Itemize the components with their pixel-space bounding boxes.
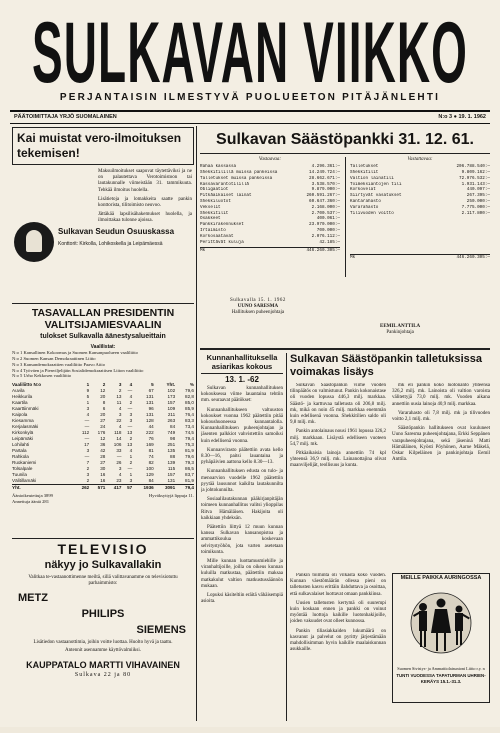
sheet-label: Pitkäaikaiset lainat (200, 193, 252, 199)
table-cell: 2 (86, 478, 90, 484)
table-cell: 4 (118, 472, 122, 478)
table-cell: 3 (118, 412, 122, 418)
sheet-value: 72.976.532:— (459, 175, 490, 181)
shop-name: KAUPPATALO MARTTI VIHAVAINEN (26, 659, 180, 670)
tax-ad-paragraph: Jättäkää lapsilisähakemukset huolella, ja ilmoittakaa tulonne ajoissa. (98, 212, 192, 224)
masthead-title: SULKAVAN VIIKKO (32, 16, 469, 94)
table-cell: 131 (146, 400, 154, 406)
table-cell: 27 (100, 418, 106, 424)
masthead-logo (30, 16, 470, 94)
table-header-cell: 4 (129, 382, 133, 388)
sheet-value: 4.296.361:— (311, 164, 340, 170)
table-cell: Ruokaniemi (12, 460, 37, 466)
table-cell: 79,4 (185, 436, 194, 442)
sheet-row (200, 176, 340, 182)
table-cell: 73,4 (185, 424, 194, 430)
council-article (201, 353, 283, 721)
table-cell: Kirkonkylä (12, 430, 34, 436)
sheet-value: 250.000:— (466, 198, 490, 204)
table-cell: Lohilahti (12, 442, 30, 448)
table-cell: 102 (167, 388, 176, 394)
table-cell: 1 (86, 400, 90, 406)
table-cell: 17 (84, 442, 90, 448)
table-cell: 20 (100, 394, 106, 400)
table-cell: 76,4 (185, 412, 194, 418)
table-cell: 2 (86, 466, 90, 472)
bank-name: Sulkavan Seudun Osuuskassa (58, 227, 175, 236)
table-cell: 74 (148, 454, 154, 460)
savings-article (290, 353, 490, 721)
tv-ad-text3: Antennit asennamme käyttövalmiiksi. (65, 647, 141, 653)
table-cell: 9 (86, 388, 90, 394)
candidate-entry: N:o 2 Suomen Kansan Demokraattinen Liitto (12, 356, 96, 361)
sheet-value: 700.000:— (316, 227, 340, 233)
tv-ad-text2: Lisätiedon vastaanottimia, joihin voitte luottaa. Huolto hyvä ja taattu. (33, 640, 173, 646)
table-cell: — (127, 388, 133, 394)
section-rule (12, 303, 194, 304)
table-cell: 2 (129, 460, 133, 466)
liabilities-total (350, 254, 490, 261)
sheet-label: Tilivuoden voitto (350, 210, 394, 216)
signature-chair-title: Hallituksen puheenjohtaja (231, 310, 285, 315)
table-cell: Auvila (12, 388, 25, 394)
sheet-value: 1.931.143:— (461, 181, 490, 187)
table-cell: 129 (146, 472, 154, 478)
sheet-label: Toimeksiantojen tili (350, 181, 402, 187)
candidate-entry: N:o 1 Kansallinen Kokoomus ja Suomen Kansanpuolueen vaaliliitto (12, 350, 138, 356)
table-cell: 8 (102, 400, 106, 406)
savings-paragraph: Säästöpankin hallitukseen ovat kuuluneet Uuno Saresma puheenjohtajana, Erkki Seppänen varapuheenjohtajana, sekä jäseninä Matti Hämäläinen, Kyösti Pöyhönen, Aarne Mäkelä, Oskar Kilpeläinen ja pankinjohtaja Eemil Anttila. (392, 426, 490, 463)
table-cell: — (84, 418, 90, 424)
table-cell: 84 (148, 478, 154, 484)
election-footer (12, 493, 194, 505)
footer-votes: Annettuja ääniä 281 (12, 499, 49, 505)
table-cell: 571 (97, 485, 106, 491)
sheet-label: Shekkitilillä muissa pankeissa (200, 170, 278, 175)
sheet-label: Shekkiluotot (200, 198, 231, 204)
table-cell: 4 (129, 448, 133, 454)
brand-metz: METZ (18, 592, 48, 605)
sheet-label: Pankkirakennukset (200, 222, 244, 228)
candidates-list (12, 350, 194, 379)
table-cell: 157 (167, 400, 176, 406)
section-rule (200, 348, 490, 350)
savings-paragraph: Sulkavan Säästöpankin viime vuoden tilinpäätös on valmistunut. Pankin kokonaistase oli vuoden lopussa 446,3 milj. markkaa. Säästö- ja karttuvaa talletusta oli 206,8 milj. mk, mikä on noin 45 milj. markkaa enemmän kuin edellisenä vuonna. Shekkitilien saldo oli 9,8 milj. mk. (290, 383, 386, 426)
candidate-entry: N:o 3 Kansandemokraattien vaaliliitto Paavo Aitio (12, 361, 106, 367)
table-cell: 28 (100, 454, 106, 460)
table-cell: 169 (146, 442, 154, 448)
council-paragraph: Kunnanhallitukseen valtuuston kokoukset vuonna 1962 päätettiin pitää kokoushuoneessa kunnantalolla. Kunnanhallituksen puheenjohtajan ja jäsenten palkkiot vahvistettiin samoiksi kuin edellisenä vuonna. (201, 407, 283, 444)
table-cell: 82,8 (185, 394, 194, 400)
table-cell: Kiesamma (12, 418, 34, 424)
table-cell: 81 (148, 448, 154, 454)
table-cell: 3 (129, 478, 133, 484)
table-cell: — (84, 424, 90, 430)
table-cell: Kerjalasmäki (12, 424, 39, 430)
table-cell: 131 (146, 394, 154, 400)
election-subtitle: tulokset Sulkavalla äänestysalueittain (40, 333, 166, 340)
table-cell: 33 (116, 448, 122, 454)
table-cell: 96 (148, 406, 154, 412)
sheet-label: Vararahasto (350, 204, 379, 210)
sheet-value: 14.249.724:— (309, 170, 340, 175)
table-cell: Yht. (12, 485, 21, 491)
issue-number: N:o 3 ● 19. 1. 1962 (438, 114, 486, 120)
election-results (12, 307, 194, 527)
table-cell: 3 (86, 472, 90, 478)
sheet-value: 2.700.537:— (311, 210, 340, 216)
table-total-row (12, 485, 194, 492)
savings-paragraph: Pitkäaikaisia lainoja annettiin 74 kpl yhteensä 36,9 milj. mk. Lainanottajina olivat maanviljelijät, teollisuus ja kunta. (290, 451, 386, 469)
sheet-label: Talletukset muissa pankeissa (200, 175, 273, 181)
table-cell: — (84, 454, 90, 460)
balance-title: Sulkavan Säästöpankki 31. 12. 61. (200, 127, 490, 154)
sheet-value: 3.538.570:— (311, 181, 340, 187)
council-body (201, 386, 283, 606)
sheet-value: 2.168.000:— (311, 204, 340, 210)
table-cell: 211 (167, 412, 176, 418)
sheet-divider (345, 157, 346, 277)
table-cell: 16 (100, 472, 106, 478)
masthead-subtitle: PERJANTAISIN ILMESTYVÄ PUOLUEETON PITÄJÄNLEHTI (59, 92, 441, 103)
sheet-value: 400.061:— (316, 216, 340, 222)
table-cell: 749 (167, 430, 176, 436)
sheet-label: Siirtyvät vasatukset (350, 193, 402, 199)
table-cell: 13 (127, 430, 133, 436)
savings-col-3 (290, 573, 386, 733)
savings-paragraph: Vararahasto oli 7,8 milj. mk ja tilivuoden voitto 2,1 milj. mk. (392, 410, 490, 423)
table-cell: 14 (116, 436, 122, 442)
council-paragraph: Kunnanvirasto päätettiin avata kello 8.30—16, paitsi lauantaina ja pyhäpäivien aattona kello 8.30—13. (201, 447, 283, 466)
masthead (0, 0, 500, 110)
table-cell: 263 (167, 418, 176, 424)
table-cell: 16 (100, 478, 106, 484)
table-cell: — (127, 424, 133, 430)
table-cell: 173 (167, 394, 176, 400)
sun-ad (392, 573, 490, 703)
council-date: 13. 1. -62 (225, 375, 259, 384)
table-cell: 3 (86, 406, 90, 412)
tv-ad-title: TELEVISIO (57, 541, 149, 557)
council-paragraph: Sulkavan kunnanhallituksen kokouksessa viime lauantaina tehtiin mm. seuraavat päätökset: (201, 386, 283, 404)
tax-ad-title: Kai muistat vero-ilmoituksen tekemisen! (12, 127, 194, 165)
table-cell: 109 (167, 406, 176, 412)
table-cell: 3091 (164, 485, 176, 491)
table-cell: 11 (116, 400, 122, 406)
table-header-cell: 1 (86, 382, 90, 388)
table-cell: 74,5 (185, 430, 194, 436)
savings-paragraph: Pankin toiminta oli vilkasta koko vuoden. Kunnan väestömäärän ollessa pieni on talletusten kasvu erittäin ilahduttava ja osoittaa, että sulkavalaiset luottavat omaan pankkiinsa. (290, 573, 386, 597)
candidate-entry: N:o 4 Työväen ja Pienviljelijäin Sosialidemokraattisen Liiton vaaliliitto (12, 367, 144, 373)
table-cell: 20 (100, 412, 106, 418)
sheet-label: Korkovelat (350, 187, 376, 193)
table-header-cell: 2 (102, 382, 106, 388)
table-cell: 1 (129, 472, 133, 478)
sun-ad-org: Suomen Sivistys- ja Ammattiolaisunioni Liitto r.y. n (397, 666, 485, 672)
editor-line: PÄÄTOIMITTAJA YRJÖ SUOMALAINEN (14, 114, 117, 120)
table-cell: 417 (113, 485, 122, 491)
table-cell: 42 (100, 448, 106, 454)
savings-title: Sulkavan Säästöpankin talletuksissa voimakas lisäys (290, 353, 482, 378)
table-cell: 82 (148, 460, 154, 466)
table-cell: 106 (113, 442, 122, 448)
section-rule (12, 538, 194, 539)
signature-director-title: Pankinjohtaja (386, 330, 414, 335)
council-paragraph: Mille kunnan luottamusmiehille ja viranhaltijoille, joilla on oikeus kunnan kuluilla matkustaa, päätettiin maksaa matkakulut valtion matkustussäännön mukaan. (201, 559, 283, 589)
assets-total-label: Mk (200, 248, 206, 254)
table-cell: — (116, 454, 122, 460)
table-cell: 81,9 (185, 478, 194, 484)
table-cell: — (127, 406, 133, 412)
table-cell: 57 (127, 485, 133, 491)
table-cell: 131 (146, 412, 154, 418)
sun-ad-title: MEILLE PAIKKA AURINGOSSA (400, 575, 482, 581)
savings-paragraph: Pankin antolainaus nousi 1961 lopussa 326,2 milj. markkaan. Lisäystä edelliseen vuoteen 54,7 milj. mk. (290, 429, 386, 447)
council-paragraph: Kunnanhallituksen edusta on tulo- ja menoarvion vuodelle 1962 päätettiin pyytää lausunnot kaikilta lautakunnilta ja johtokunnilta. (201, 469, 283, 494)
table-cell: 12 (100, 388, 106, 394)
table-cell: 131 (167, 478, 176, 484)
sheet-label: Kassavarantotilillä (200, 181, 249, 187)
table-header-cell: Yht. (166, 382, 176, 388)
table-cell: 12 (100, 436, 106, 442)
table-cell: 5 (86, 394, 90, 400)
liabilities-header: Vastattavaa: (407, 157, 433, 162)
signature-chair: UUNO SARESMA (237, 304, 279, 309)
table-cell: 88 (170, 454, 176, 460)
table-cell: Tuunila (12, 472, 27, 478)
table-cell: — (127, 466, 133, 472)
tax-ad (12, 127, 194, 262)
table-cell: 1 (129, 454, 133, 460)
council-paragraph: Päätettiin liittyä 12 muun kunnan kanssa Sulkavan kansanopistoa ja ammattikoulua koskevaan selvitystyöhön, jota varten asetetaan toimikunta. (201, 525, 283, 555)
table-cell: 2 (129, 436, 133, 442)
table-cell: 3 (129, 412, 133, 418)
candidate-entry: N:o 5 Urho Kekkosen vaaliliitto (12, 373, 72, 379)
bank-balance-sheet (200, 127, 490, 342)
table-cell: 176 (97, 430, 106, 436)
table-cell: 23 (116, 478, 122, 484)
column-divider (196, 126, 197, 721)
table-cell: 79,6 (185, 454, 194, 460)
table-cell: 157 (167, 472, 176, 478)
table-cell: Partala (12, 448, 27, 454)
table-cell: Kaipola (12, 412, 28, 418)
table-cell: 84 (170, 424, 176, 430)
sheet-row (200, 240, 340, 246)
sheet-value: 42.185:— (319, 239, 340, 245)
table-cell: 251 (167, 442, 176, 448)
savings-col-1 (290, 383, 386, 573)
sheet-label: Talletukset (350, 164, 379, 170)
table-cell: 2 (118, 388, 122, 394)
sheet-value: 7.775.000:— (461, 204, 490, 210)
sheet-value: 267.395:— (466, 193, 490, 199)
table-cell: 4 (118, 406, 122, 412)
sheet-value: 206.788.540:— (456, 164, 490, 170)
brand-philips: PHILIPS (81, 608, 125, 621)
table-cell: 30 (100, 466, 106, 472)
table-cell: 98 (170, 436, 176, 442)
table-cell: — (84, 436, 90, 442)
sheet-value: 260.591.267:— (306, 193, 340, 199)
signature-director: EEMIL ANTTILA (380, 324, 421, 329)
sheet-value: 2.117.800:— (461, 210, 490, 216)
table-cell: 75,3 (185, 442, 194, 448)
table-cell: 44 (148, 424, 154, 430)
table-cell: Välitillamäki (12, 478, 37, 484)
bank-emblem-icon (14, 222, 54, 262)
savings-paragraph: Uusien talletusten kertymä oli suurempi kuin koskaan ennen ja pankki on voinut myöntää luottoja kaikille luotonhakijoille, joiden vakuudet ovat olleet kunnossa. (290, 600, 386, 625)
table-cell: 139 (167, 460, 176, 466)
table-cell: 86,5 (185, 466, 194, 472)
candidates-header: Vaalilistat: (90, 344, 116, 350)
table-cell: 6 (102, 406, 106, 412)
column-divider (286, 353, 287, 721)
sheet-label: Shekkitilit (350, 170, 379, 175)
table-cell: 22 (116, 418, 122, 424)
shop-phone: Sulkava 22 ja 80 (74, 671, 132, 678)
table-cell: 3 (129, 418, 133, 424)
table-cell: 13 (127, 442, 133, 448)
table-cell: Tolsalpale (12, 466, 33, 472)
table-cell: 79,6 (185, 388, 194, 394)
sun-ad-campaign: TUNTI VUODESSA TAPATURMAN UHRIEN-KERÄYS 15.1.-31.3. (396, 673, 486, 684)
liabilities-total-label: Mk (350, 255, 356, 261)
sheet-date: Sulkavalla 15. 1. 1962 (230, 298, 286, 303)
table-cell: 1936 (143, 485, 154, 491)
sheet-label: Valtion lainatili (350, 175, 394, 181)
sheet-value: 9.809.162:— (461, 170, 490, 175)
table-cell: 24 (100, 424, 106, 430)
table-cell: 135 (167, 448, 176, 454)
footer-ballots: Hyväksyttyjä lippuja 11. (148, 493, 194, 499)
table-cell: 4 (129, 394, 133, 400)
liabilities-table (350, 164, 490, 216)
election-title: TASAVALLAN PRESIDENTIN VALITSIJAMIESVAALIN (31, 307, 175, 331)
sheet-label: Shekkitilit (200, 210, 229, 216)
tv-ad-text: Valitkaa te-vastaanottimenne meiltä, sillä valittavanamme on televisiotuttu parhaimmisto: (28, 575, 178, 587)
brand-siemens: SIEMENS (136, 624, 186, 637)
children-illustration (393, 583, 489, 663)
savings-col-2 (392, 383, 490, 573)
table-header-cell: Vaaliliitto N:o (12, 382, 42, 388)
table-cell: 100 (146, 466, 154, 472)
table-cell: 83,3 (185, 418, 194, 424)
liabilities-total-value: 446.260.305:— (456, 255, 490, 261)
sheet-label: Osakkeet (200, 216, 221, 222)
table-cell: 13 (116, 394, 122, 400)
sheet-label: Irtaimisto (200, 227, 226, 233)
assets-table (200, 164, 340, 245)
sheet-value: 23.970.000:— (309, 222, 340, 228)
table-cell: 27 (100, 460, 106, 466)
table-cell: Kaartila (12, 400, 28, 406)
table-cell: 67 (148, 388, 154, 394)
sheet-label: Vekselit (200, 204, 221, 210)
table-cell: Kaarttiinmäki (12, 406, 39, 412)
table-cell: 2 (129, 400, 133, 406)
table-cell: 85,9 (185, 406, 194, 412)
table-cell: 83,7 (185, 472, 194, 478)
table-cell: Heikkurila (12, 394, 33, 400)
table-cell: 4 (118, 424, 122, 430)
sheet-label: Kantarahasto (350, 198, 381, 204)
masthead-strip (10, 110, 490, 124)
tv-ad (12, 541, 194, 721)
sheet-value: 2.076.112:— (311, 233, 340, 239)
table-cell: 76 (148, 436, 154, 442)
footer-voters: Äänioikeutettuja 3899 (12, 493, 53, 499)
table-cell: 3 (118, 466, 122, 472)
table-cell: 81,9 (185, 448, 194, 454)
table-cell: 4 (86, 412, 90, 418)
table-cell: 118 (114, 430, 122, 436)
table-cell: 112 (81, 430, 90, 436)
table-header-cell: 3 (118, 382, 122, 388)
sheet-label: Perittävät kuluja (200, 239, 244, 245)
sheet-value: 9.879.000:— (311, 187, 340, 193)
table-cell: 262 (81, 485, 90, 491)
sheet-row (350, 211, 490, 217)
sheet-value: 60.647.360:— (309, 198, 340, 204)
sheet-value: 28.662.671:— (309, 175, 340, 181)
tax-ad-paragraph: Maksuilmoitukset saapuvat täytettäviksi ja ne on palautettava Verotoimistoon tai lautakunnalle viimeistään 31. tammikuuta. Tehkää ilmoitus huolella. (98, 169, 192, 193)
sheet-label: Obligaatiot (200, 187, 229, 193)
savings-paragraph: mk eli pankin koko luotonanto yhteensä 326,2 milj. mk. Lainoista oli valtion varoista välitettyjä 73,0 milj. mk. Vuoden aikana annettiin uusia lainoja 40,9 milj. markkaa. (392, 383, 490, 407)
tv-ad-subtitle: näkyy jo Sulkavallakin (44, 559, 162, 571)
tax-ad-paragraph: Lisätietoja ja lomakkeita saatte pankin konttorista, tilitoimisto neuvoo. (98, 196, 192, 209)
sheet-label: Rahaa kassassa (200, 164, 237, 170)
table-header-cell: 5 (151, 382, 154, 388)
table-cell: 85,0 (185, 400, 194, 406)
bank-offices: Konttorit: Kirkolla, Lohikoskella ja Leipämäessä (58, 241, 163, 247)
council-paragraph: Sosiaalilautakunnan pääkirjanpitäjän toimeen kunnanhallitus valitsi ylioppilas Ritva Hämäläisen. Hakijoita oli kaikkiaan yhdeksän. (201, 497, 283, 521)
sheet-label: Korkosaatavat (200, 233, 234, 239)
table-cell: Leipämäki (12, 436, 33, 442)
table-cell: 79,4 (185, 485, 194, 491)
table-cell: 36 (100, 442, 106, 448)
table-cell: Rahkola (12, 454, 29, 460)
table-cell: 79,3 (185, 460, 194, 466)
table-cell: 3 (86, 448, 90, 454)
savings-paragraph: Pankin tiliasiakkaiden lukumäärä on kasvanut ja palvelut on pyritty järjestämään mahdollisimman hyvin kaikille maalaiskunnan asukkaille. (290, 628, 386, 653)
table-cell: 7 (86, 460, 90, 466)
assets-header: Vastaavaa: (258, 157, 282, 162)
council-paragraph: Lopuksi käsiteltiin eräitä vähäisempiä asioita. (201, 593, 283, 605)
assets-total (200, 247, 340, 254)
table-cell: 26 (116, 460, 122, 466)
sheet-row (200, 170, 340, 176)
results-table (12, 382, 194, 491)
table-cell: 128 (146, 418, 154, 424)
assets-total-value: 446.260.305:— (306, 248, 340, 254)
table-cell: 222 (146, 430, 154, 436)
council-title: Kunnanhallituksella asiarikas kokous (201, 353, 283, 374)
table-header-cell: % (189, 382, 194, 388)
sheet-value: 440.097:— (466, 187, 490, 193)
table-cell: 115 (167, 466, 176, 472)
